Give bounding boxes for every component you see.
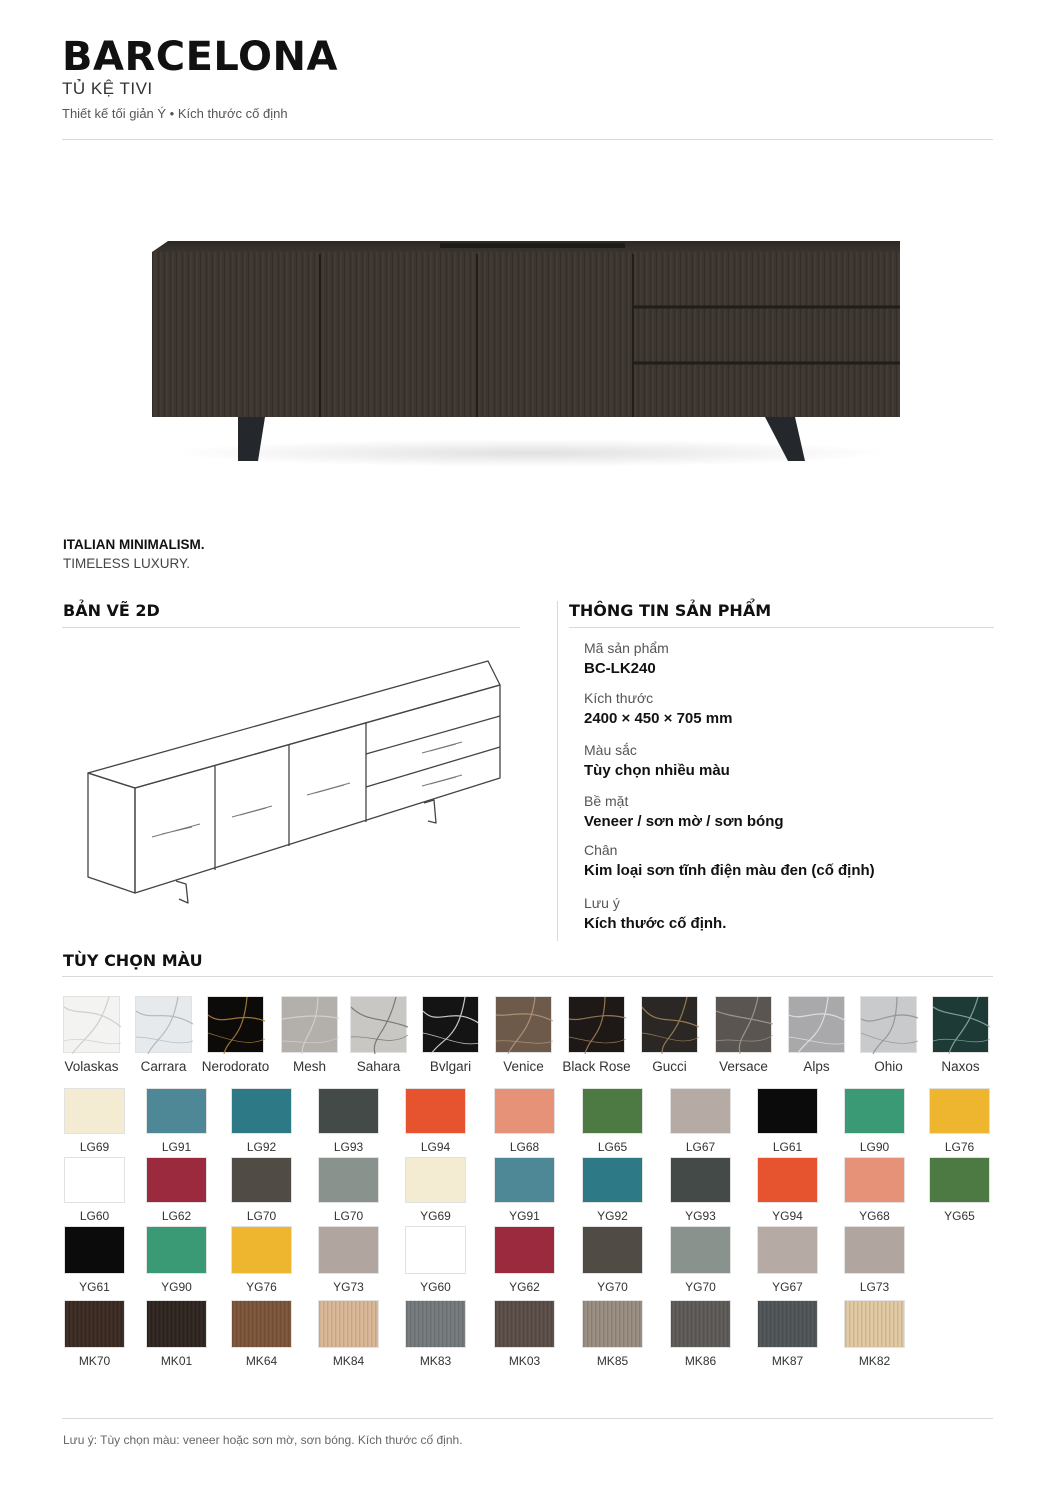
- swatch-code-label: LG91: [161, 1140, 192, 1154]
- swatch-code-label: YG94: [772, 1209, 803, 1223]
- swatch-code-label: YG69: [420, 1209, 451, 1223]
- swatch-yg73[interactable]: [318, 1226, 379, 1274]
- swatch-lg91[interactable]: [146, 1088, 207, 1134]
- swatch-code-label: YG70: [685, 1280, 716, 1294]
- drawing-section-title: BẢN VẼ 2D: [63, 601, 160, 620]
- spec-value-note: Kích thước cố định.: [584, 915, 727, 932]
- swatch-mk64[interactable]: [231, 1300, 292, 1348]
- line-drawing-2d: [82, 655, 512, 905]
- swatch-marble-versace[interactable]: [715, 996, 772, 1053]
- swatch-mk82[interactable]: [844, 1300, 905, 1348]
- swatch-lg67[interactable]: [670, 1088, 731, 1134]
- product-title: BARCELONA: [62, 34, 338, 80]
- swatch-label: Ohio: [874, 1059, 903, 1074]
- swatch-code-label: LG94: [420, 1140, 451, 1154]
- swatch-code-label: YG91: [509, 1209, 540, 1223]
- slogan-line-1: ITALIAN MINIMALISM.: [63, 537, 205, 552]
- swatch-code-label: YG62: [509, 1280, 540, 1294]
- footnote: Lưu ý: Tùy chọn màu: veneer hoặc sơn mờ, sơn bóng. Kích thước cố định.: [63, 1433, 463, 1447]
- swatch-marble-volaskas[interactable]: [63, 996, 120, 1053]
- swatch-lg68[interactable]: [494, 1088, 555, 1134]
- swatch-code-label: LG90: [859, 1140, 890, 1154]
- swatch-mk85[interactable]: [582, 1300, 643, 1348]
- swatch-marble-naxos[interactable]: [932, 996, 989, 1053]
- swatch-yg61[interactable]: [64, 1226, 125, 1274]
- swatch-marble-alps[interactable]: [788, 996, 845, 1053]
- swatch-label: Versace: [719, 1059, 768, 1074]
- swatch-code-label: LG68: [509, 1140, 540, 1154]
- footer-divider: [62, 1418, 993, 1419]
- swatch-lg73[interactable]: [844, 1226, 905, 1274]
- swatch-mk70[interactable]: [64, 1300, 125, 1348]
- swatch-mk87[interactable]: [757, 1300, 818, 1348]
- swatch-lg61[interactable]: [757, 1088, 818, 1134]
- swatch-marble-mesh[interactable]: [281, 996, 338, 1053]
- swatch-code-label: MK84: [332, 1354, 365, 1368]
- swatch-marble-carrara[interactable]: [135, 996, 192, 1053]
- product-photo: [140, 225, 920, 475]
- swatch-yg67[interactable]: [757, 1226, 818, 1274]
- swatch-code-label: YG61: [79, 1280, 110, 1294]
- swatch-marble-venice[interactable]: [495, 996, 552, 1053]
- swatch-mk01[interactable]: [146, 1300, 207, 1348]
- swatch-label: Black Rose: [562, 1059, 631, 1074]
- swatch-code-label: MK83: [419, 1354, 452, 1368]
- swatch-code-label: MK86: [684, 1354, 717, 1368]
- swatch-code-label: YG68: [859, 1209, 890, 1223]
- swatch-lg90[interactable]: [844, 1088, 905, 1134]
- swatch-yg90[interactable]: [146, 1226, 207, 1274]
- spec-value-color: Tùy chọn nhiều màu: [584, 762, 730, 779]
- swatch-mk83[interactable]: [405, 1300, 466, 1348]
- swatch-label: Naxos: [941, 1059, 980, 1074]
- swatch-code-label: YG92: [597, 1209, 628, 1223]
- swatch-code-label: MK01: [160, 1354, 193, 1368]
- swatch-code-label: LG62: [161, 1209, 192, 1223]
- swatch-mk86[interactable]: [670, 1300, 731, 1348]
- swatch-code-label: LG76: [944, 1140, 975, 1154]
- swatch-marble-nerodorato[interactable]: [207, 996, 264, 1053]
- swatch-label: Sahara: [356, 1059, 401, 1074]
- swatch-yg93[interactable]: [670, 1157, 731, 1203]
- product-tagline: Thiết kế tối giản Ý • Kích thước cố định: [62, 106, 288, 121]
- swatch-code-label: YG60: [420, 1280, 451, 1294]
- swatch-code-label: YG76: [246, 1280, 277, 1294]
- swatch-marble-sahara[interactable]: [350, 996, 407, 1053]
- swatch-label: Carrara: [140, 1059, 187, 1074]
- swatch-lg76[interactable]: [929, 1088, 990, 1134]
- info-section-title: THÔNG TIN SẢN PHẨM: [569, 601, 772, 620]
- swatch-label: Bvlgari: [429, 1059, 472, 1074]
- swatch-yg70[interactable]: [582, 1226, 643, 1274]
- column-divider: [557, 601, 558, 941]
- colors-section-title: TÙY CHỌN MÀU: [63, 951, 203, 970]
- swatch-marble-black-rose[interactable]: [568, 996, 625, 1053]
- spec-label-surface: Bề mặt: [584, 793, 629, 809]
- swatch-code-label: YG90: [161, 1280, 192, 1294]
- spec-label-legs: Chân: [584, 842, 618, 858]
- swatch-lg69[interactable]: [64, 1088, 125, 1134]
- header-divider: [62, 139, 993, 140]
- swatch-code-label: YG65: [944, 1209, 975, 1223]
- swatch-code-label: MK85: [596, 1354, 629, 1368]
- drawing-divider: [62, 627, 520, 628]
- swatch-yg76[interactable]: [231, 1226, 292, 1274]
- swatch-code-label: YG93: [685, 1209, 716, 1223]
- swatch-yg70[interactable]: [670, 1226, 731, 1274]
- swatch-label: Venice: [503, 1059, 544, 1074]
- swatch-label: Gucci: [652, 1059, 687, 1074]
- spec-label-dimensions: Kích thước: [584, 690, 654, 706]
- swatch-code-label: MK87: [771, 1354, 804, 1368]
- product-subtitle: TỦ KỆ TIVI: [62, 79, 153, 98]
- swatch-lg93[interactable]: [318, 1088, 379, 1134]
- spec-label-color: Màu sắc: [584, 742, 637, 758]
- swatch-yg91[interactable]: [494, 1157, 555, 1203]
- swatch-code-label: MK64: [245, 1354, 278, 1368]
- swatch-code-label: MK70: [78, 1354, 111, 1368]
- swatch-yg94[interactable]: [757, 1157, 818, 1203]
- swatch-lg70[interactable]: [318, 1157, 379, 1203]
- swatch-code-label: LG70: [246, 1209, 277, 1223]
- swatch-lg70[interactable]: [231, 1157, 292, 1203]
- swatch-code-label: LG92: [246, 1140, 277, 1154]
- swatch-lg62[interactable]: [146, 1157, 207, 1203]
- swatch-lg65[interactable]: [582, 1088, 643, 1134]
- swatch-marble-bvlgari[interactable]: [422, 996, 479, 1053]
- swatch-code-label: YG73: [333, 1280, 364, 1294]
- swatch-code-label: LG67: [685, 1140, 716, 1154]
- swatch-label: Volaskas: [64, 1059, 119, 1074]
- swatch-yg92[interactable]: [582, 1157, 643, 1203]
- swatch-label: Nerodorato: [201, 1059, 270, 1074]
- swatch-code-label: LG60: [79, 1209, 110, 1223]
- spec-value-surface: Veneer / sơn mờ / sơn bóng: [584, 813, 784, 830]
- swatch-code-label: MK82: [858, 1354, 891, 1368]
- swatch-code-label: LG93: [333, 1140, 364, 1154]
- swatch-label: Mesh: [292, 1059, 326, 1074]
- swatch-yg62[interactable]: [494, 1226, 555, 1274]
- swatch-marble-gucci[interactable]: [641, 996, 698, 1053]
- swatch-code-label: LG65: [597, 1140, 628, 1154]
- swatch-lg60[interactable]: [64, 1157, 125, 1203]
- swatch-code-label: LG69: [79, 1140, 110, 1154]
- swatch-code-label: LG61: [772, 1140, 803, 1154]
- swatch-code-label: LG73: [859, 1280, 890, 1294]
- swatch-mk84[interactable]: [318, 1300, 379, 1348]
- swatch-label: Alps: [803, 1059, 830, 1074]
- swatch-yg68[interactable]: [844, 1157, 905, 1203]
- swatch-yg60[interactable]: [405, 1226, 466, 1274]
- spec-value-legs: Kim loại sơn tĩnh điện màu đen (cố định): [584, 862, 875, 879]
- swatch-yg69[interactable]: [405, 1157, 466, 1203]
- swatch-mk03[interactable]: [494, 1300, 555, 1348]
- spec-value-dimensions: 2400 × 450 × 705 mm: [584, 710, 733, 727]
- swatch-code-label: LG70: [333, 1209, 364, 1223]
- spec-label-code: Mã sản phẩm: [584, 640, 669, 656]
- swatch-yg65[interactable]: [929, 1157, 990, 1203]
- colors-divider: [62, 976, 993, 977]
- swatch-code-label: YG70: [597, 1280, 628, 1294]
- swatch-lg94[interactable]: [405, 1088, 466, 1134]
- spec-value-code: BC-LK240: [584, 660, 656, 677]
- info-divider: [569, 627, 994, 628]
- swatch-code-label: MK03: [508, 1354, 541, 1368]
- spec-label-note: Lưu ý: [584, 895, 620, 911]
- swatch-code-label: YG67: [772, 1280, 803, 1294]
- slogan-line-2: TIMELESS LUXURY.: [63, 556, 191, 571]
- swatch-marble-ohio[interactable]: [860, 996, 917, 1053]
- swatch-lg92[interactable]: [231, 1088, 292, 1134]
